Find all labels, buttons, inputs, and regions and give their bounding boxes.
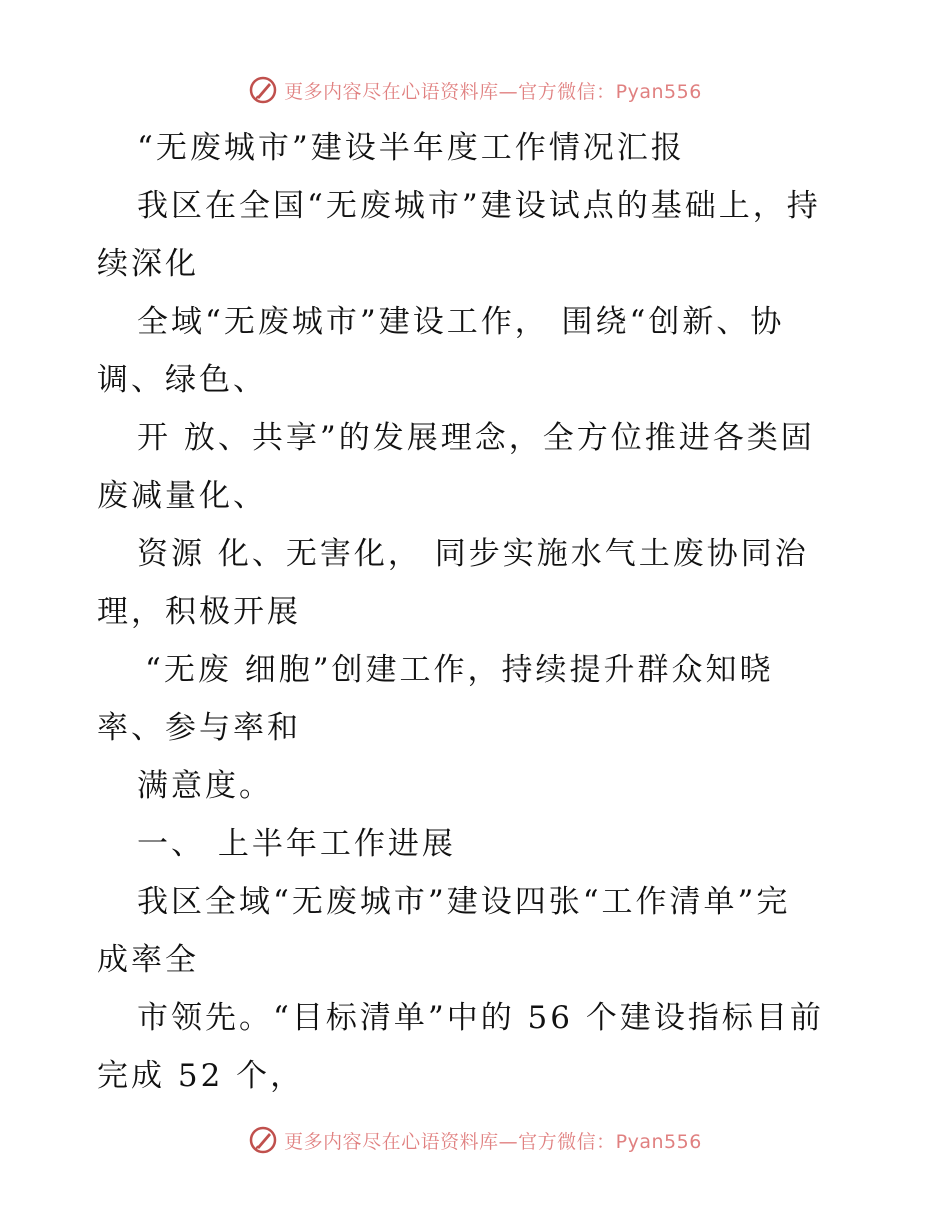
document-title: “无废城市”建设半年度工作情况汇报 xyxy=(137,130,685,166)
quill-logo-icon xyxy=(248,75,278,105)
banner-text: 更多内容尽在心语资料库—官方微信：Pyan556 xyxy=(284,1130,702,1153)
section-heading: 一、 上半年工作进展 xyxy=(137,826,456,862)
paragraph-line: 废减量化、 xyxy=(97,478,267,514)
paragraph-line: 全域“无废城市”建设工作， 围绕“创新、协 xyxy=(137,304,785,340)
paragraph-line: 续深化 xyxy=(97,246,199,282)
paragraph-line: 市领先。“目标清单”中的 56 个建设指标目前 xyxy=(137,1000,824,1036)
paragraph-line: 理，积极开展 xyxy=(97,594,301,630)
paragraph-line: 完成 52 个， xyxy=(97,1058,305,1094)
header-banner xyxy=(0,70,950,110)
quill-logo-icon xyxy=(248,1125,278,1155)
paragraph-line: 成率全 xyxy=(97,942,199,978)
paragraph-line: 我区全域“无废城市”建设四张“工作清单”完 xyxy=(137,884,791,920)
paragraph-line: 资源 化、无害化， 同步实施水气土废协同治 xyxy=(137,536,809,572)
paragraph-line: 率、参与率和 xyxy=(97,710,301,746)
banner-text: 更多内容尽在心语资料库—官方微信：Pyan556 xyxy=(284,80,702,103)
footer-banner xyxy=(0,1120,950,1160)
paragraph-line: 我区在全国“无废城市”建设试点的基础上，持 xyxy=(137,188,821,224)
paragraph-line: “无废 细胞”创建工作，持续提升群众知晓 xyxy=(145,652,774,688)
paragraph-line: 开 放、共享”的发展理念，全方位推进各类固 xyxy=(137,420,815,456)
paragraph-line: 满意度。 xyxy=(137,768,273,804)
paragraph-line: 调、绿色、 xyxy=(97,362,267,398)
